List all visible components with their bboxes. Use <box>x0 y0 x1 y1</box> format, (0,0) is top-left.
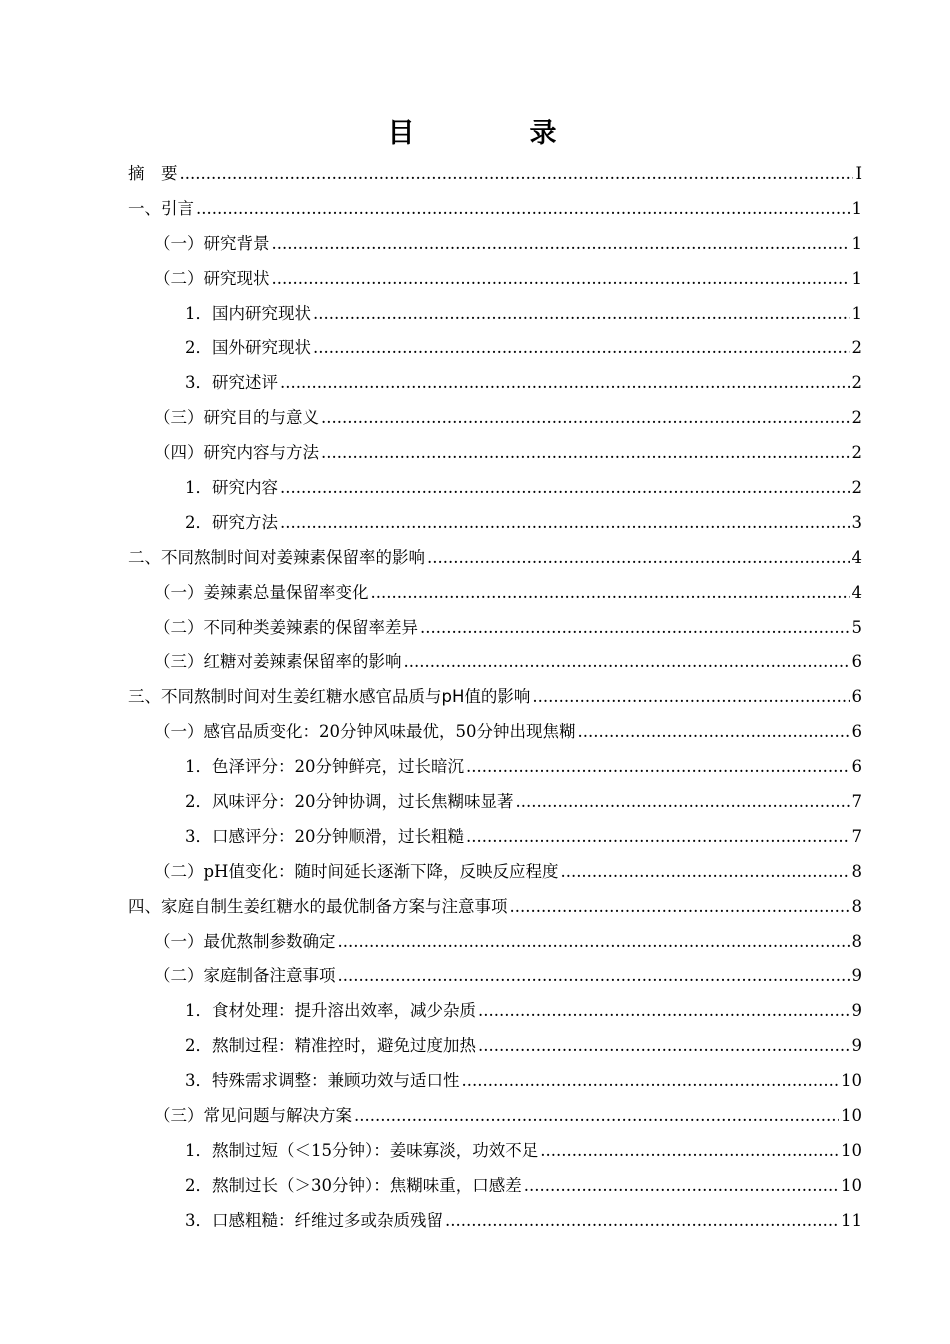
toc-entry[interactable] <box>128 227 862 262</box>
toc-entry-page: 1 <box>851 268 862 288</box>
toc-entry-text: （三）红糖对姜辣素保留率的影响 <box>154 652 402 672</box>
toc-leader-dots <box>321 436 850 471</box>
toc-leader-dots <box>180 157 854 192</box>
toc-entry[interactable] <box>128 471 862 506</box>
toc-entry-page: 10 <box>841 1071 862 1091</box>
toc-entry-page: 6 <box>851 652 862 672</box>
toc-entry[interactable] <box>128 436 862 471</box>
toc-entry[interactable] <box>128 262 862 297</box>
toc-entry[interactable] <box>128 1099 862 1134</box>
toc-leader-dots <box>338 959 850 994</box>
toc-entry[interactable] <box>128 925 862 960</box>
toc-leader-dots <box>462 1064 840 1099</box>
toc-entry-page: 2 <box>851 478 862 498</box>
toc-entry-page: 8 <box>851 931 862 951</box>
toc-entry[interactable] <box>128 506 862 541</box>
toc-leader-dots <box>354 1099 839 1134</box>
toc-entry[interactable] <box>128 611 862 646</box>
toc-entry-text: （一）研究背景 <box>154 233 270 253</box>
toc-leader-dots <box>560 855 849 890</box>
toc-entry-text: 1．研究内容 <box>185 478 278 498</box>
toc-entry-text: （一）最优熬制参数确定 <box>154 931 336 951</box>
toc-leader-dots <box>532 680 849 715</box>
toc-leader-dots <box>524 1169 839 1204</box>
toc-entry-text: 3．口感评分：20分钟顺滑，过长粗糙 <box>185 826 464 846</box>
toc-entry-page: 2 <box>851 443 862 463</box>
toc-entry-page: 10 <box>841 1175 862 1195</box>
toc-entry-text: 3．研究述评 <box>185 373 278 393</box>
toc-leader-dots <box>280 471 850 506</box>
toc-entry-page: 2 <box>851 338 862 358</box>
toc-entry-page: 1 <box>851 233 862 253</box>
toc-entry-text: 二、不同熬制时间对姜辣素保留率的影响 <box>128 547 425 567</box>
toc-entry[interactable] <box>128 1169 862 1204</box>
toc-leader-dots <box>313 331 850 366</box>
toc-entry-text: 3．口感粗糙：纤维过多或杂质残留 <box>185 1210 443 1230</box>
toc-entry-text: 1．色泽评分：20分钟鲜亮，过长暗沉 <box>185 757 464 777</box>
toc-entry-text: 2．熬制过长（＞30分钟）：焦糊味重，口感差 <box>185 1175 522 1195</box>
toc-entry[interactable] <box>128 890 862 925</box>
toc-leader-dots <box>516 785 850 820</box>
toc-entry-page: 9 <box>851 1036 862 1056</box>
toc-entry-text: 四、家庭自制生姜红糖水的最优制备方案与注意事项 <box>128 896 508 916</box>
toc-leader-dots <box>540 1134 839 1169</box>
toc-entry-text: 一、引言 <box>128 198 194 218</box>
toc-leader-dots <box>404 645 850 680</box>
toc-entry-page: 10 <box>841 1106 862 1126</box>
toc-entry-page: 4 <box>851 547 862 567</box>
toc-entry-text: （二）研究现状 <box>154 268 270 288</box>
toc-entry-text: （三）常见问题与解决方案 <box>154 1106 352 1126</box>
toc-entry-page: 9 <box>851 966 862 986</box>
toc-entry-text: 2．熬制过程：精准控时，避免过度加热 <box>185 1036 476 1056</box>
toc-entry-page: 6 <box>851 687 862 707</box>
toc-entry-page: 7 <box>851 826 862 846</box>
toc-entry-text: 三、不同熬制时间对生姜红糖水感官品质与pH值的影响 <box>128 687 531 707</box>
toc-leader-dots <box>466 820 850 855</box>
toc-entry[interactable] <box>128 331 862 366</box>
toc-entry-page: 6 <box>851 722 862 742</box>
toc-entry-text: 1．国内研究现状 <box>185 303 311 323</box>
toc-entry[interactable] <box>128 750 862 785</box>
toc-entry[interactable] <box>128 1134 862 1169</box>
toc-leader-dots <box>371 576 850 611</box>
toc-entry-page: 8 <box>851 896 862 916</box>
toc-entry[interactable] <box>128 959 862 994</box>
toc-entry[interactable] <box>128 994 862 1029</box>
toc-entry-text: （三）研究目的与意义 <box>154 408 319 428</box>
toc-entry[interactable] <box>128 192 862 227</box>
toc-entry[interactable] <box>128 541 862 576</box>
toc-leader-dots <box>478 1029 850 1064</box>
toc-entry[interactable] <box>128 680 862 715</box>
toc-entry[interactable] <box>128 297 862 332</box>
toc-entry-text: 摘 要 <box>128 164 178 183</box>
toc-entry[interactable] <box>128 366 862 401</box>
toc-entry-page: 3 <box>851 512 862 532</box>
toc-entry-page: 9 <box>851 1001 862 1021</box>
toc-entry-text: 1．食材处理：提升溶出效率，减少杂质 <box>185 1001 476 1021</box>
toc-leader-dots <box>272 262 850 297</box>
toc-entry-page: 1 <box>851 198 862 218</box>
toc-entry[interactable] <box>128 645 862 680</box>
toc-entry-page: 10 <box>841 1140 862 1160</box>
toc-leader-dots <box>196 192 850 227</box>
toc-entry[interactable] <box>128 576 862 611</box>
toc-entry-text: 2．国外研究现状 <box>185 338 311 358</box>
toc-entry-text: 1．熬制过短（＜15分钟）：姜味寡淡，功效不足 <box>185 1140 539 1160</box>
toc-entry-page: 2 <box>851 408 862 428</box>
toc-entry-page: 5 <box>851 617 862 637</box>
toc-title: 目 录 <box>387 118 601 149</box>
toc-entry-page: 6 <box>851 757 862 777</box>
toc-leader-dots <box>280 506 850 541</box>
toc-entry-text: 3．特殊需求调整：兼顾功效与适口性 <box>185 1071 460 1091</box>
toc-entry-text: （二）家庭制备注意事项 <box>154 966 336 986</box>
toc-entry-page: 1 <box>851 303 862 323</box>
toc-entry-text: （二）pH值变化：随时间延长逐渐下降，反映反应程度 <box>154 861 559 881</box>
toc-entry[interactable] <box>128 1029 862 1064</box>
toc-leader-dots <box>578 715 850 750</box>
toc-entry-text: （一）感官品质变化：20分钟风味最优，50分钟出现焦糊 <box>154 722 576 742</box>
toc-entry-text: （二）不同种类姜辣素的保留率差异 <box>154 617 418 637</box>
toc-entry[interactable] <box>128 715 862 750</box>
toc-entry[interactable] <box>128 820 862 855</box>
toc-entry-page: 2 <box>851 373 862 393</box>
toc-entry-text: 2．研究方法 <box>185 512 278 532</box>
toc-entry-page: 11 <box>841 1210 862 1230</box>
toc-leader-dots <box>466 750 850 785</box>
toc-leader-dots <box>445 1204 839 1239</box>
toc-leader-dots <box>321 401 850 436</box>
toc-leader-dots <box>510 890 850 925</box>
toc-entry-page: 7 <box>851 792 862 812</box>
toc-leader-dots <box>272 227 850 262</box>
toc-entry-page: I <box>855 164 862 183</box>
toc-entry-text: （四）研究内容与方法 <box>154 443 319 463</box>
toc-entry[interactable] <box>128 785 862 820</box>
toc-entry-page: 8 <box>851 861 862 881</box>
toc-entry[interactable] <box>128 1204 862 1239</box>
toc-entry[interactable] <box>128 157 862 192</box>
toc-entry[interactable] <box>128 1064 862 1099</box>
toc-leader-dots <box>280 366 850 401</box>
toc-entry-text: 2．风味评分：20分钟协调，过长焦糊味显著 <box>185 792 514 812</box>
toc-entry-text: （一）姜辣素总量保留率变化 <box>154 582 369 602</box>
toc-entry-page: 4 <box>851 582 862 602</box>
toc-entry[interactable] <box>128 855 862 890</box>
table-of-contents <box>128 157 862 1239</box>
toc-leader-dots <box>427 541 850 576</box>
toc-entry[interactable] <box>128 401 862 436</box>
toc-leader-dots <box>478 994 850 1029</box>
toc-leader-dots <box>313 297 850 332</box>
toc-leader-dots <box>338 925 850 960</box>
toc-leader-dots <box>420 611 850 646</box>
